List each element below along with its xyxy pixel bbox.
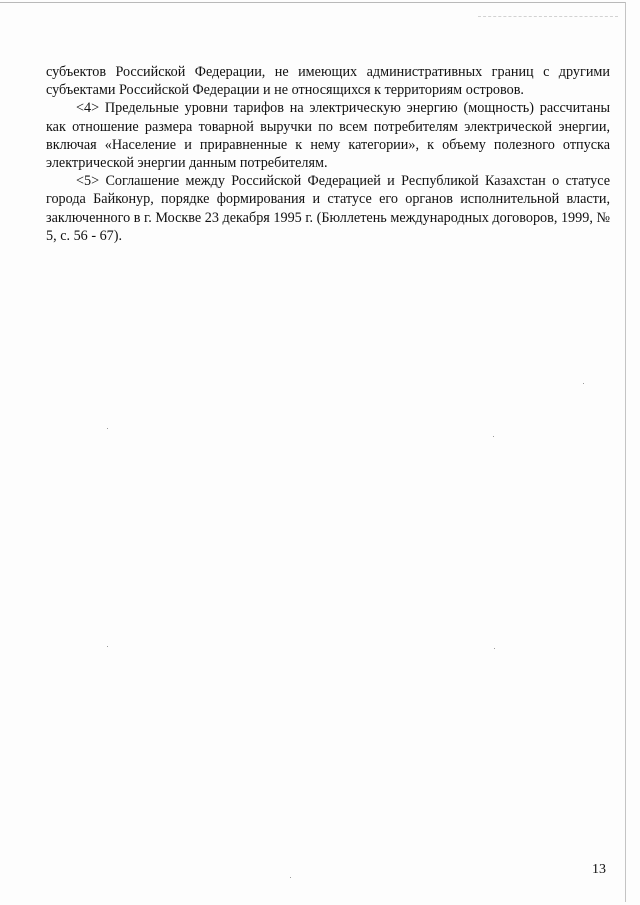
- footnote-5: <5> Соглашение между Российской Федерацией и Республикой Казахстан о статусе города Байконур, порядке формирования и статусе его органов исполнительной власти, заключенного в г. Москве 23 декабря 1995 г. (Бюллетень международных договоров, 1999, № 5, с. 56 - 67).: [46, 173, 610, 244]
- paragraph-continuation: субъектов Российской Федерации, не имеющих административных границ с другими субъектами Российской Федерации и не относящихся к территориям островов.: [46, 64, 610, 99]
- footnote-4: <4> Предельные уровни тарифов на электрическую энергию (мощность) рассчитаны как отношение размера товарной выручки по всем потребителям электрической энергии, включая «Население и приравненные к нему категории», к объему полезного отпуска электрической энергии данным потребителям.: [46, 100, 610, 172]
- scan-speck: [107, 646, 108, 647]
- scan-edge-top: [0, 2, 626, 3]
- scan-speck: [290, 877, 291, 878]
- scan-speck: [493, 436, 494, 437]
- footnotes-block: [46, 63, 610, 245]
- scan-speck: [107, 428, 108, 429]
- page-number: 13: [592, 862, 606, 877]
- scan-edge-dash: [478, 16, 618, 17]
- scan-speck: [494, 648, 495, 649]
- scan-edge-right: [625, 2, 626, 902]
- scan-speck: [583, 383, 584, 384]
